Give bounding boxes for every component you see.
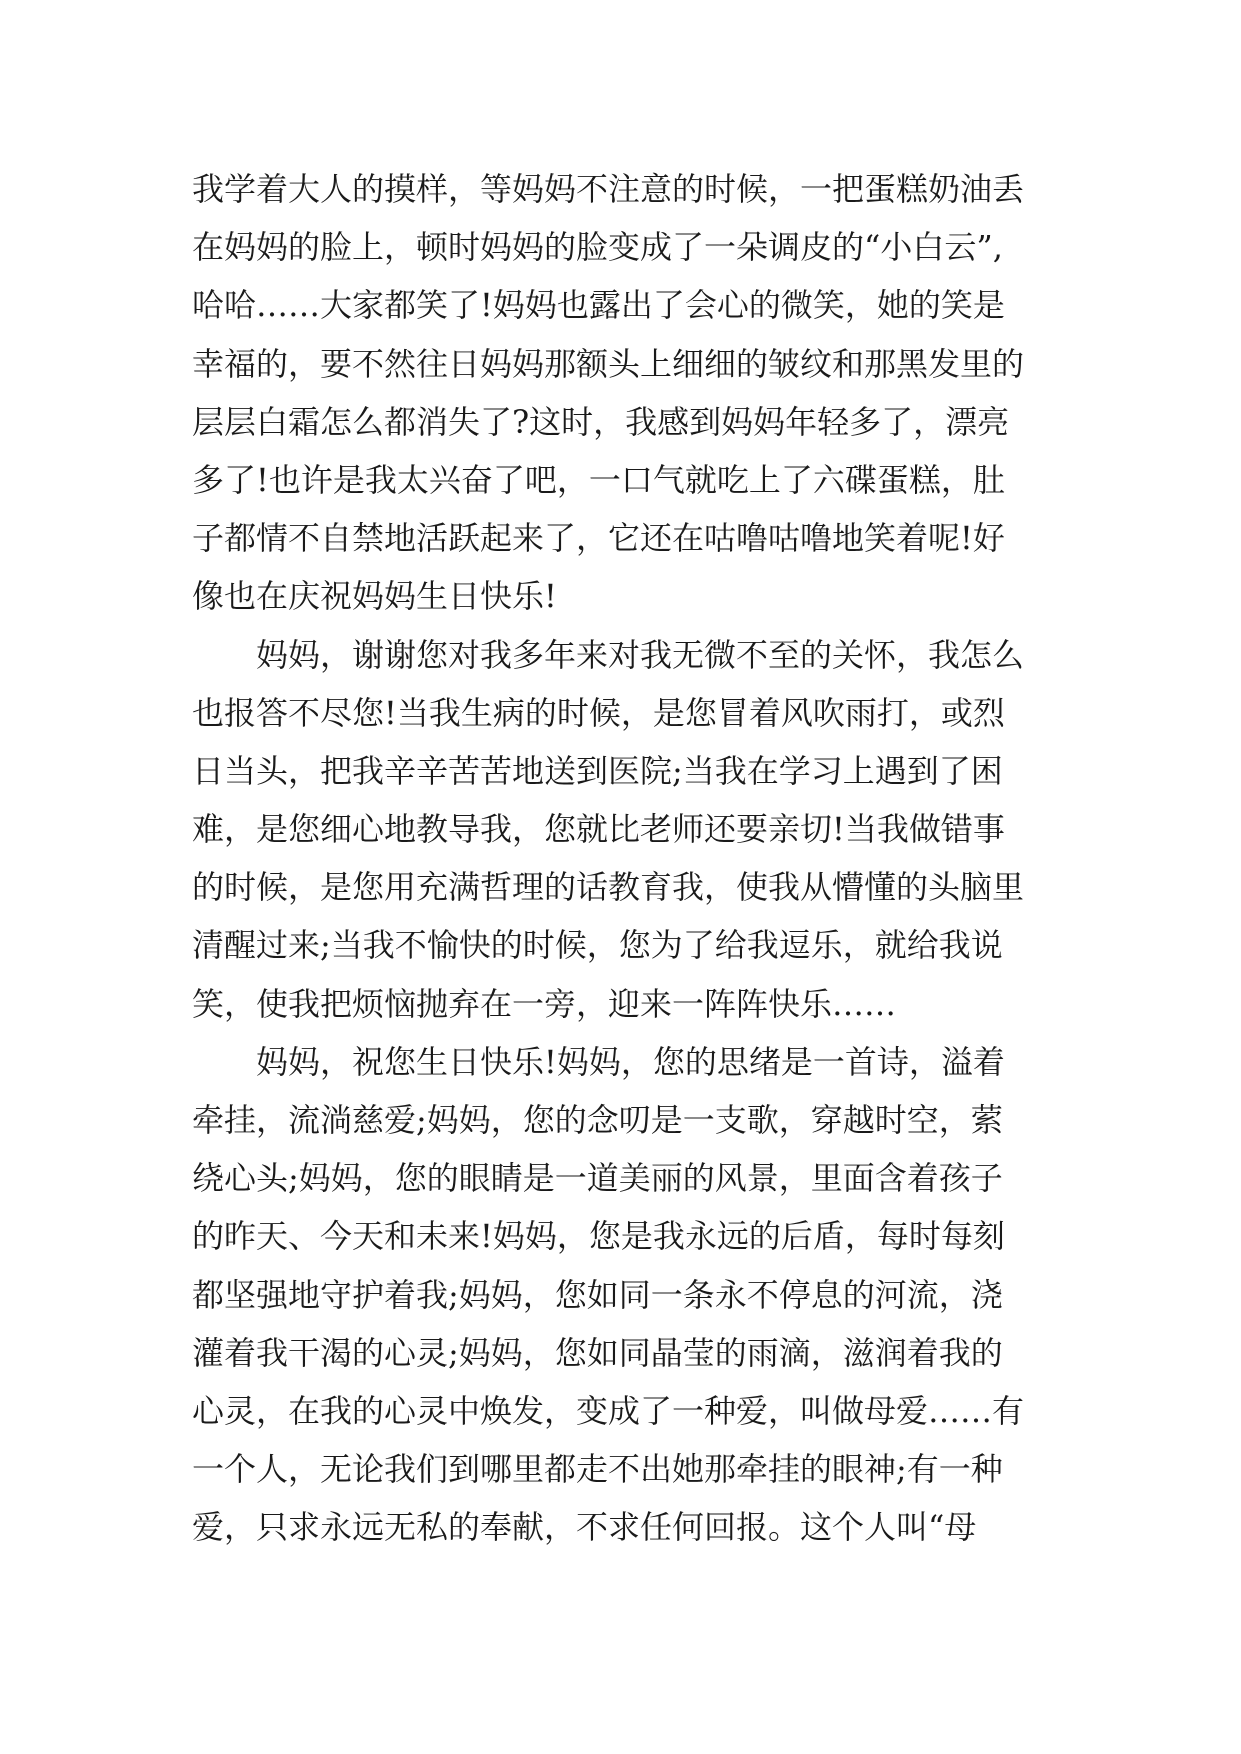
paragraph-1 xyxy=(192,160,1062,626)
text-line: 清醒过来;当我不愉快的时候，您为了给我逗乐，就给我说 xyxy=(192,926,1003,965)
text-line: 像也在庆祝妈妈生日快乐! xyxy=(192,577,557,616)
text-line: 爱，只求永远无私的奉献，不求任何回报。这个人叫“母 xyxy=(192,1508,977,1547)
paragraph-2 xyxy=(192,626,1062,1033)
text-line: 层层白霜怎么都消失了?这时，我感到妈妈年轻多了，漂亮 xyxy=(192,402,1010,441)
text-line: 笑，使我把烦恼抛弃在一旁，迎来一阵阵快乐…… xyxy=(192,984,897,1023)
text-line: 在妈妈的脸上，顿时妈妈的脸变成了一朵调皮的“小白云”, xyxy=(192,228,1003,267)
text-line: 牵挂，流淌慈爱;妈妈，您的念叨是一支歌，穿越时空，萦 xyxy=(192,1101,1003,1139)
text-line: 难，是您细心地教导我，您就比老师还要亲切!当我做错事 xyxy=(192,810,1005,849)
text-line: 幸福的，要不然往日妈妈那额头上细细的皱纹和那黑发里的 xyxy=(192,344,1025,383)
text-line: 多了!也许是我太兴奋了吧，一口气就吃上了六碟蛋糕，肚 xyxy=(192,460,1005,499)
text-line: 都坚强地守护着我;妈妈，您如同一条永不停息的河流，浇 xyxy=(192,1275,1003,1314)
text-line: 妈妈，谢谢您对我多年来对我无微不至的关怀，我怎么 xyxy=(256,635,1025,674)
body-text xyxy=(192,160,1062,1557)
text-line: 妈妈，祝您生日快乐!妈妈，您的思绪是一首诗，溢着 xyxy=(256,1042,1005,1081)
text-line: 子都情不自禁地活跃起来了，它还在咕噜咕噜地笑着呢!好 xyxy=(192,519,1005,558)
text-line: 也报答不尽您!当我生病的时候，是您冒着风吹雨打，或烈 xyxy=(192,693,1005,732)
text-line: 灌着我干渴的心灵;妈妈，您如同晶莹的雨滴，滋润着我的 xyxy=(192,1333,1003,1372)
text-line: 的昨天、今天和未来!妈妈，您是我永远的后盾，每时每刻 xyxy=(192,1217,1005,1256)
text-line: 日当头，把我辛辛苦苦地送到医院;当我在学习上遇到了困 xyxy=(192,751,1003,790)
text-line: 我学着大人的摸样，等妈妈不注意的时候，一把蛋糕奶油丢 xyxy=(192,170,1025,208)
text-line: 绕心头;妈妈，您的眼睛是一道美丽的风景，里面含着孩子 xyxy=(192,1159,1003,1198)
text-line: 一个人，无论我们到哪里都走不出她那牵挂的眼神;有一种 xyxy=(192,1450,1003,1489)
paragraph-3 xyxy=(192,1033,1062,1557)
text-line: 哈哈……大家都笑了!妈妈也露出了会心的微笑，她的笑是 xyxy=(192,286,1005,325)
text-line: 的时候，是您用充满哲理的话教育我，使我从懵懂的头脑里 xyxy=(192,868,1025,907)
text-line: 心灵，在我的心灵中焕发，变成了一种爱，叫做母爱……有 xyxy=(192,1391,1025,1430)
